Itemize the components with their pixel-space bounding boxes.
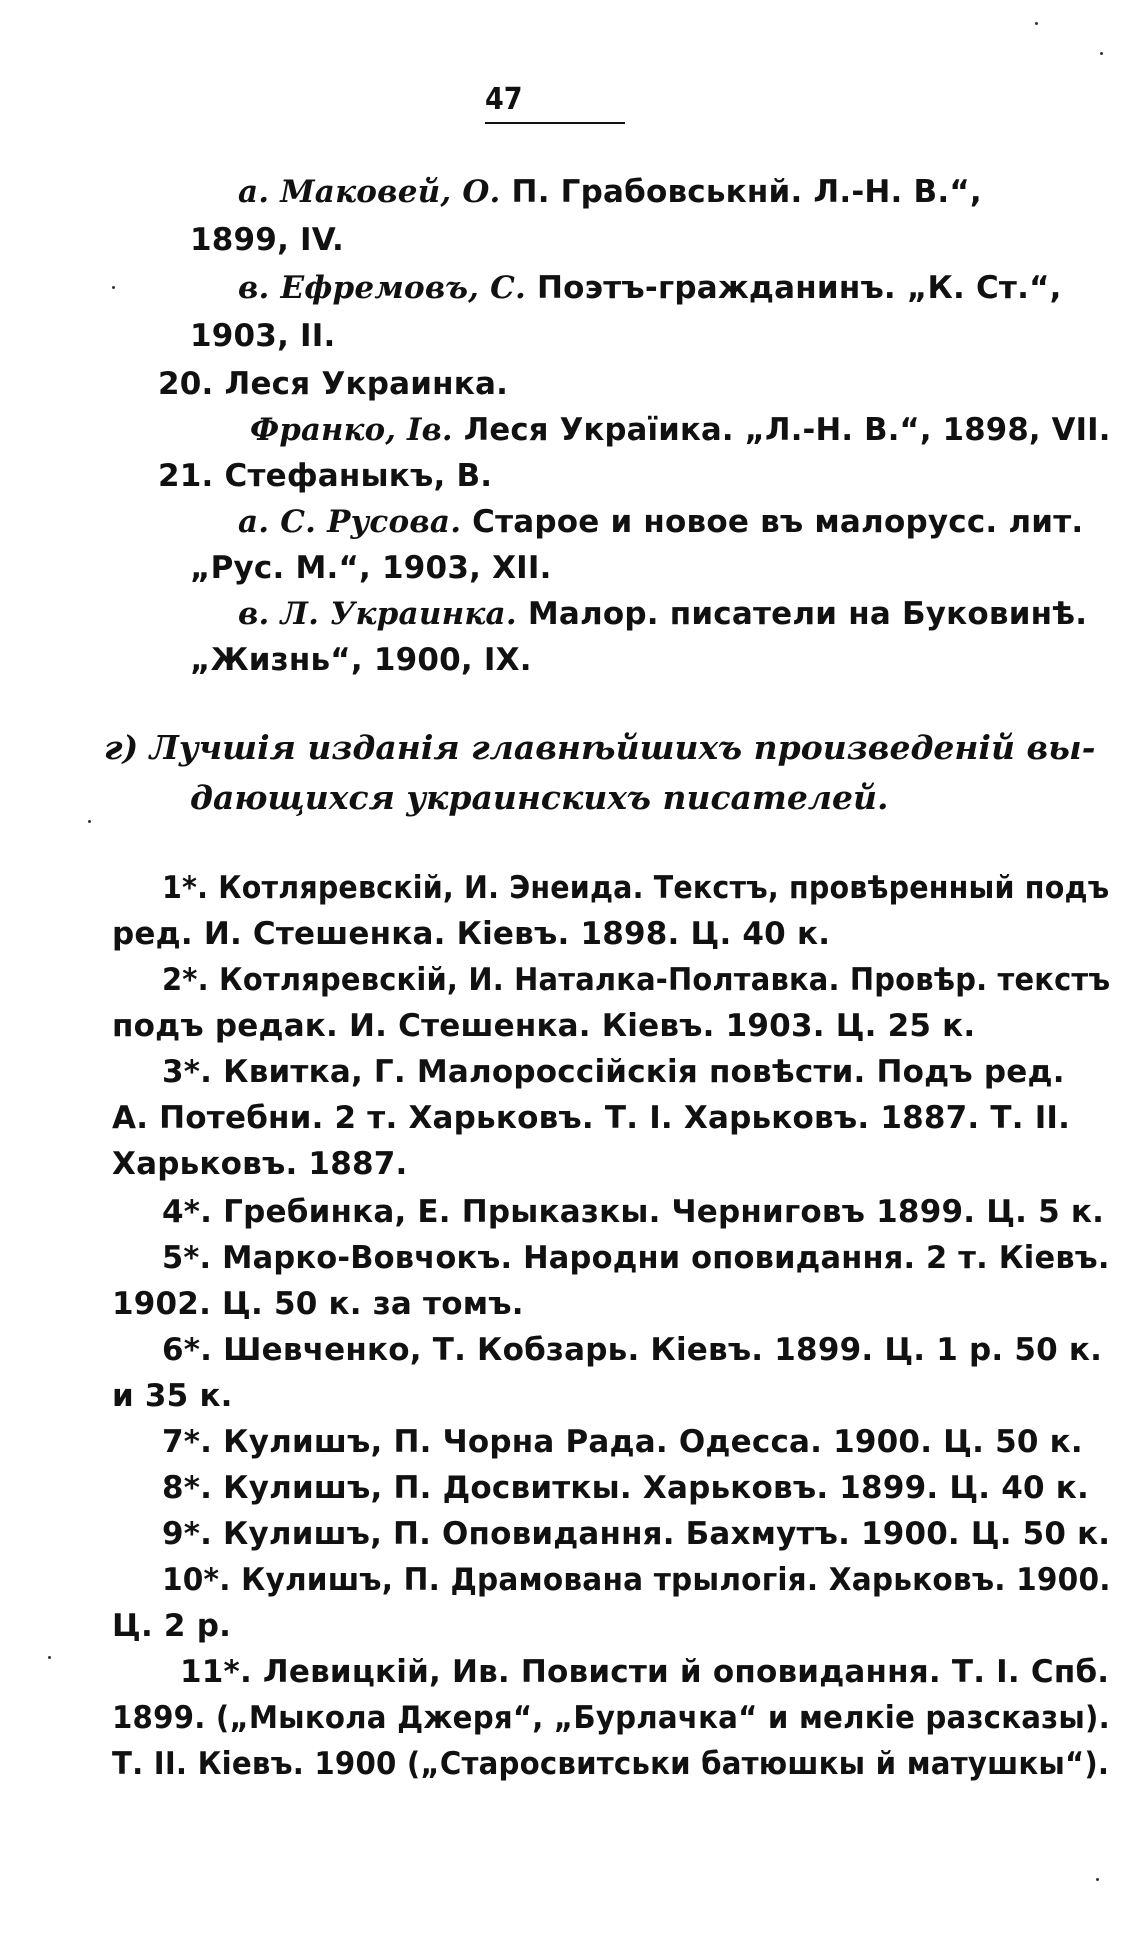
- scan-speck: [48, 1656, 51, 1659]
- edition-line: Ц. 2 р.: [112, 1608, 232, 1644]
- edition-line: подъ редак. И. Стешенка. Кіевъ. 1903. Ц. 25 к.: [112, 1008, 976, 1044]
- edition-line: 1902. Ц. 50 к. за томъ.: [112, 1286, 524, 1322]
- edition-line: 10*. Кулишъ, П. Драмована трылогія. Харьковъ. 1900.: [162, 1562, 1111, 1598]
- entry-line: в. Ефремовъ, С. Поэтъ-гражданинъ. „К. Ст.“,: [238, 270, 1062, 306]
- edition-line: А. Потебни. 2 т. Харьковъ. Т. I. Харьковъ. 1887. Т. II.: [112, 1100, 1071, 1136]
- edition-line: 11*. Левицкій, Ив. Повисти й оповидання. Т. I. Спб.: [180, 1654, 1110, 1690]
- entry-line: а. Маковей, О. П. Грабовськнй. Л.-Н. В.“,: [238, 174, 982, 210]
- entry-line: 1903, II.: [190, 318, 336, 354]
- edition-line: Харьковъ. 1887.: [112, 1146, 408, 1182]
- entry-line: а. С. Русова. Старое и новое въ малорусс. лит.: [238, 504, 1084, 540]
- edition-line: 1899. („Мыкола Джеря“, „Бурлачка“ и мелкіе разсказы).: [112, 1700, 1110, 1736]
- page-number-rule: [485, 122, 625, 124]
- edition-line: 1*. Котляревскій, И. Энеида. Текстъ, провѣренный подъ: [162, 870, 1110, 906]
- entry-line: 20. Леся Украинка.: [158, 366, 509, 402]
- scan-speck: [88, 820, 91, 823]
- edition-line: 2*. Котляревскій, И. Наталка-Полтавка. Провѣр. текстъ: [162, 962, 1111, 998]
- section-heading: г) Лучшія изданія главнѣйшихъ произведеній вы-: [104, 728, 1096, 767]
- edition-line: 4*. Гребинка, Е. Прыказкы. Черниговъ 1899. Ц. 5 к.: [162, 1194, 1105, 1230]
- edition-line: 9*. Кулишъ, П. Оповидання. Бахмутъ. 1900. Ц. 50 к.: [162, 1516, 1111, 1552]
- edition-line: ред. И. Стешенка. Кіевъ. 1898. Ц. 40 к.: [112, 916, 831, 952]
- edition-line: Т. II. Кіевъ. 1900 („Старосвитськи батюшкы й матушкы“).: [112, 1746, 1110, 1782]
- scan-speck: [1035, 22, 1038, 25]
- page-number: 47: [485, 82, 523, 117]
- edition-line: 5*. Марко-Вовчокъ. Народни оповидання. 2 т. Кіевъ.: [162, 1240, 1110, 1276]
- edition-line: 3*. Квитка, Г. Малороссійскія повѣсти. Подъ ред.: [162, 1054, 1065, 1090]
- edition-line: 7*. Кулишъ, П. Чорна Рада. Одесса. 1900. Ц. 50 к.: [162, 1424, 1083, 1460]
- entry-line: 21. Стефаныкъ, В.: [158, 458, 493, 494]
- edition-line: 8*. Кулишъ, П. Досвиткы. Харьковъ. 1899. Ц. 40 к.: [162, 1470, 1090, 1506]
- scan-speck: [1096, 1878, 1099, 1881]
- edition-line: и 35 к.: [112, 1378, 233, 1414]
- edition-line: 6*. Шевченко, Т. Кобзарь. Кіевъ. 1899. Ц. 1 р. 50 к.: [162, 1332, 1103, 1368]
- entry-line: „Рус. М.“, 1903, XII.: [190, 550, 552, 586]
- entry-line: 1899, IV.: [190, 222, 344, 258]
- entry-line: Франко, Ів. Леся Україика. „Л.-Н. В.“, 1898, VII.: [250, 412, 1111, 448]
- entry-line: „Жизнь“, 1900, IX.: [190, 642, 532, 678]
- entry-line: в. Л. Украинка. Малор. писатели на Буковинѣ.: [238, 596, 1088, 632]
- scan-speck: [1100, 52, 1103, 55]
- scan-speck: [112, 286, 115, 289]
- section-heading: дающихся украинскихъ писателей.: [190, 778, 889, 817]
